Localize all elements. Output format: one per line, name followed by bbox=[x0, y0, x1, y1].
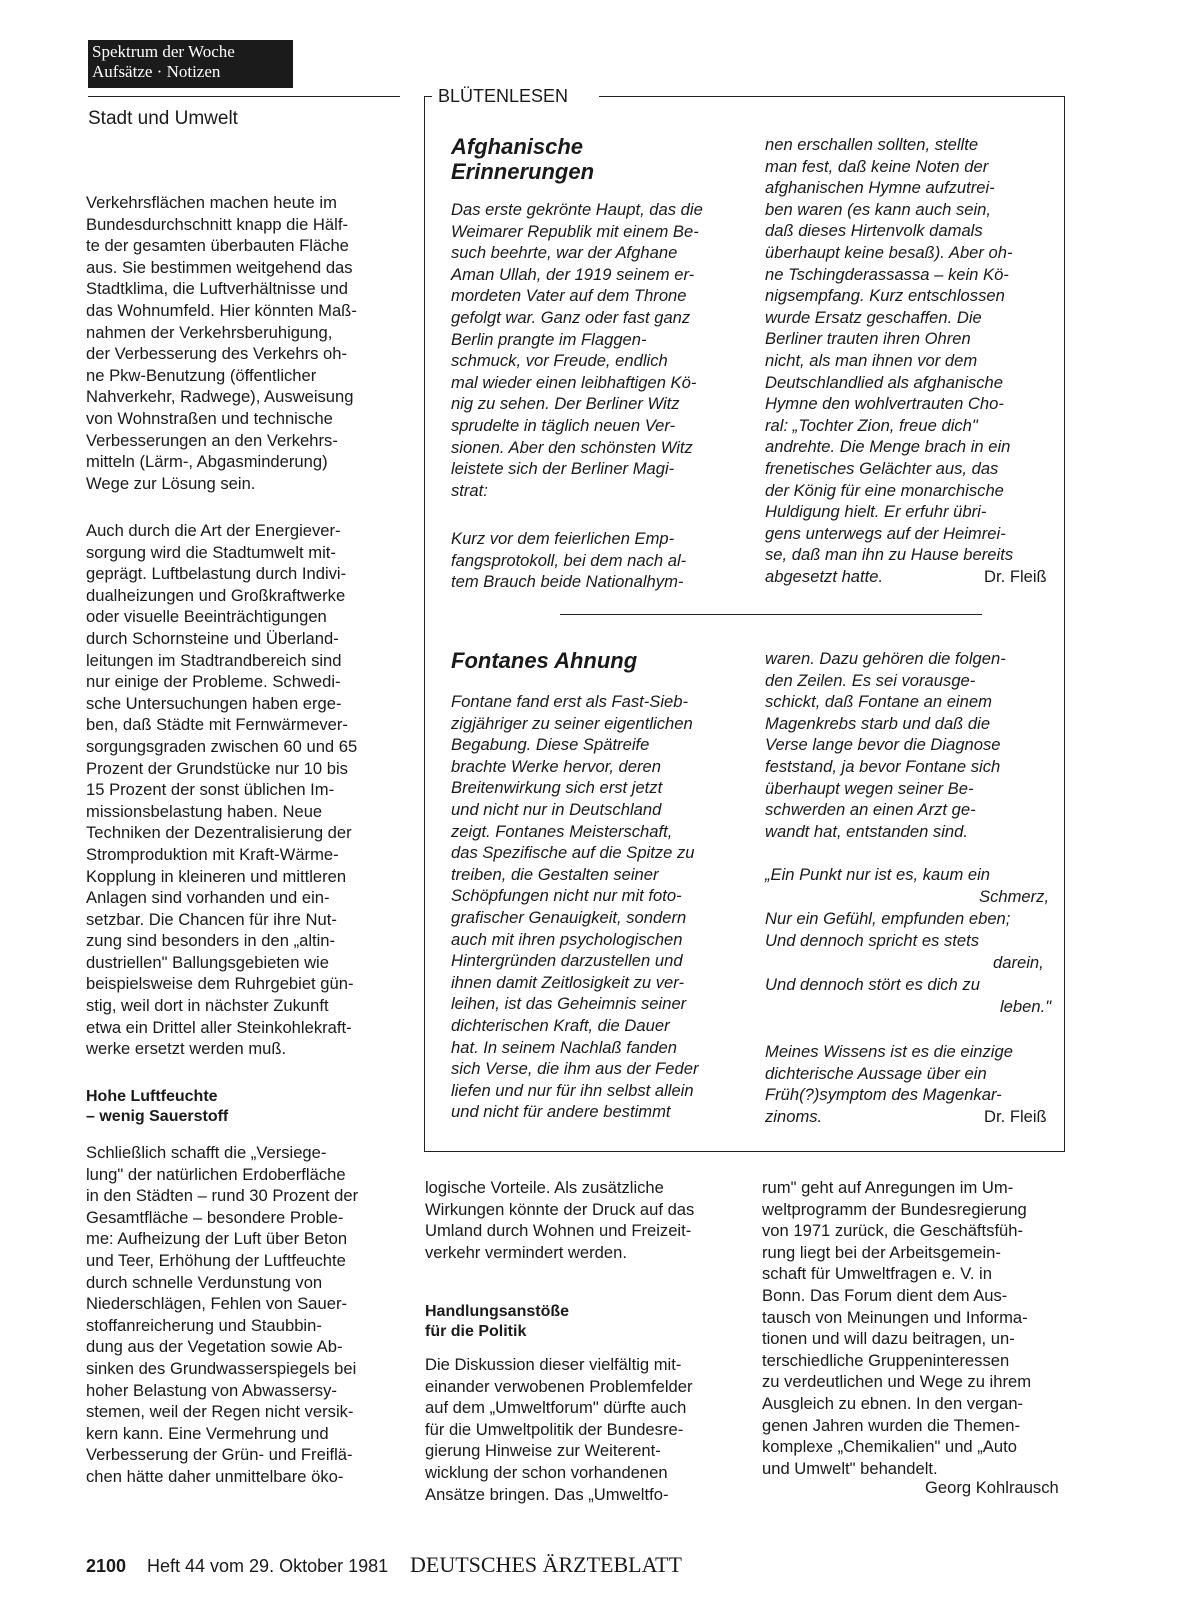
right-author: Georg Kohlrausch bbox=[925, 1478, 1059, 1497]
header-line-1: Spektrum der Woche bbox=[92, 42, 235, 61]
page-number: 2100 bbox=[86, 1556, 127, 1576]
left-paragraph-1: Verkehrsflächen machen heute im Bundesdurchschnitt knapp die Hälf- te der gesamten überbauten Fläche aus. Sie bestimmen weitgehend das Stadtklima, die Luftverhältnisse und das Wohnumfeld. Hier könnten Maß- nahmen der Verkehrsberuhigung, der Verbesserung des Verkehrs oh- ne Pkw-Benutzung (öffentlicher Nahverkehr, Radwege), Ausweisung von Wohnstraßen und technische Verbesserungen an den Verkehrs- mitteln (Lärm-, Abgasminderung) Wege zur Lösung sein. bbox=[86, 193, 357, 493]
poem-line-1b: Schmerz, bbox=[979, 887, 1050, 906]
article-1-col-1: Das erste gekrönte Haupt, das die Weimarer Republik mit einem Be- such beehrte, war der Afghane Aman Ullah, der 1919 seinem er- mordeten Vater auf dem Throne gefolgt war. Ganz oder fast ganz Berlin prangte im Flaggen- schmuck, vor Freude, endlich mal wieder einen leibhaftigen Kö- nig zu sehen. Der Berliner Witz sprudelte in täglich neuen Ver- sionen. Aber den schönsten Witz leistete sich der Berliner Magi- strat: bbox=[451, 200, 703, 500]
box-label: BLÜTENLESEN bbox=[438, 86, 569, 106]
right-paragraph: rum" geht auf Anregungen im Um- weltprogramm der Bundesregierung von 1971 zurück, die Geschäftsfüh- rung liegt bei der Arbeitsgemein- schaft für Umweltfragen e. V. in Bonn. Das Forum dient dem Aus- tausch von Meinungen und Informa- tionen und will dazu beitragen, un- terschiedliche Gruppeninteressen zu verdeutlichen und Wege zu ihrem Ausgleich zu ebnen. In den vergan- genen Jahren wurden die Themen- komplexe „Chemikalien" und „Auto und Umwelt" behandelt. bbox=[762, 1178, 1032, 1478]
article-1-col-2-last: abgesetzt hatte. bbox=[765, 567, 884, 586]
issue-info: Heft 44 vom 29. Oktober 1981 bbox=[147, 1556, 389, 1576]
header-line-2: Aufsätze · Notizen bbox=[92, 62, 221, 81]
box-top-border-right bbox=[599, 96, 1065, 97]
left-subheading: Hohe Luftfeuchte – wenig Sauerstoff bbox=[86, 1088, 229, 1125]
section-title: Stadt und Umwelt bbox=[88, 108, 238, 129]
mid-paragraph-1: logische Vorteile. Als zusätzliche Wirkungen könnte der Druck auf das Umland durch Wohnen und Freizeit- verkehr vermindert werden. bbox=[425, 1178, 695, 1262]
article-1-author: Dr. Fleiß bbox=[984, 567, 1047, 586]
left-paragraph-3: Schließlich schafft die „Versiege- lung" der natürlichen Erdoberfläche in den Städten – rund 30 Prozent der Gesamtfläche – besondere Proble- me: Aufheizung der Luft über Beton und Teer, Erhöhung der Luftfeuchte durch schnelle Verdunstung von Niederschlägen, Fehlen von Sauer- stoffanreicherung und Staubbin- dung aus der Vegetation sowie Ab- sinken des Grundwasserspiegels bei hoher Belastung von Abwassersy- stemen, weil der Regen nicht versik- kern kann. Eine Vermehrung und Verbesserung der Grün- und Freiflä- chen hätte daher unmittelbare öko- bbox=[86, 1143, 359, 1486]
article-2-col-1: Fontane fand erst als Fast-Sieb- zigjähriger zu seiner eigentlichen Begabung. Diese Spätreife brachte Werke hervor, deren Breitenwirkung sich erst jetzt und nicht nur in Deutschland zeigt. Fontanes Meisterschaft, das Spezifische auf die Spitze zu treiben, die Gestalten seiner Schöpfungen nicht nur mit foto- grafischer Genauigkeit, sondern auch mit ihren psychologischen Hintergründen darzustellen und ihnen damit Zeitlosigkeit zu ver- leihen, ist das Geheimnis seiner dichterischen Kraft, die Dauer hat. In seinem Nachlaß fanden sich Verse, die ihm aus der Feder liefen und nur für ihn selbst allein und nicht für andere bestimmt bbox=[451, 692, 699, 1122]
box-top-border-left bbox=[424, 96, 432, 97]
box-bottom-border bbox=[424, 1151, 1065, 1152]
box-left-border bbox=[424, 96, 425, 1151]
article-2-col-2: waren. Dazu gehören die folgen- den Zeilen. Es sei vorausge- schickt, daß Fontane an einem Magenkrebs starb und daß die Verse lange bevor die Diagnose feststand, ja bevor Fontane sich überhaupt wegen seiner Be- schwerden an einen Arzt ge- wandt hat, entstanden sind. bbox=[765, 649, 1006, 841]
article-2-col-2c: Meines Wissens ist es die einzige dichterische Aussage über ein Früh(?)symptom des Magenkar- bbox=[765, 1042, 1013, 1105]
poem-line-4b: leben." bbox=[1000, 997, 1052, 1016]
poem-line-2: Nur ein Gefühl, empfunden eben; bbox=[765, 909, 1011, 928]
journal-name: DEUTSCHES ÄRZTEBLATT bbox=[410, 1552, 682, 1577]
article-1-col-1b: Kurz vor dem feierlichen Emp- fangsprotokoll, bei dem nach al- tem Brauch beide Nationalhym- bbox=[451, 529, 687, 592]
header-rule bbox=[88, 96, 400, 97]
section-header-box bbox=[88, 40, 293, 88]
article-divider bbox=[560, 614, 982, 615]
mid-paragraph-2: Die Diskussion dieser vielfältig mit- einander verwobenen Problemfelder auf dem „Umweltforum" dürfte auch für die Umweltpolitik der Bundesre- gierung Hinweise zur Weiterent- wicklung der schon vorhandenen Ansätze bringen. Das „Umweltfo- bbox=[425, 1355, 693, 1504]
article-1-title: Afghanische Erinnerungen bbox=[451, 134, 595, 184]
article-2-title: Fontanes Ahnung bbox=[451, 648, 638, 673]
mid-subheading: Handlungsanstöße für die Politik bbox=[425, 1303, 570, 1340]
article-2-col-2-last: zinoms. bbox=[765, 1107, 823, 1126]
poem-line-3: Und dennoch spricht es stets bbox=[765, 931, 979, 950]
article-2-author: Dr. Fleiß bbox=[984, 1107, 1047, 1126]
left-paragraph-2: Auch durch die Art der Energiever- sorgung wird die Stadtumwelt mit- geprägt. Luftbelastung durch Indivi- dualheizungen und Großkraftwerke oder visuelle Beeinträchtigungen durch Schornsteine und Überland- leitungen im Stadtrandbereich sind nur einige der Probleme. Schwedi- sche Untersuchungen haben erge- ben, daß Städte mit Fernwärmever- sorgungsgraden zwischen 60 und 65 Prozent der Grundstücke nur 10 bis 15 Prozent der sonst üblichen Im- missionsbelastung haben. Neue Techniken der Dezentralisierung der Stromproduktion mit Kraft-Wärme- Kopplung in kleineren und mittleren Anlagen sind vorhanden und ein- setzbar. Die Chancen für ihre Nut- zung sind besonders in den „altin- dustriellen" Ballungsgebieten wie beispielsweise dem Ruhrgebiet gün- stig, weil dort in nächster Zukunft etwa ein Drittel aller Steinkohlekraft- werke ersetzt werden muß. bbox=[86, 521, 358, 1059]
box-right-border bbox=[1064, 96, 1065, 1151]
poem-line-4: Und dennoch stört es dich zu bbox=[765, 975, 980, 994]
article-1-col-2: nen erschallen sollten, stellte man fest, daß keine Noten der afghanischen Hymne aufzutrei- ben waren (es kann auch sein, daß dieses Hirtenvolk damals überhaupt keine besaß). Aber oh- ne Tschingderassassa – kein Kö- nigsempfang. Kurz entschlossen wurde Ersatz geschaffen. Die Berliner trauten ihren Ohren nicht, als man ihnen vor dem Deutschlandlied als afghanische Hymne den wohlvertrauten Cho- ral: „Tochter Zion, freue dich" andrehte. Die Menge brach in ein frenetisches Gelächter aus, das der König für eine monarchische Huldigung hielt. Er erfuhr übri- gens unterwegs auf der Heimrei- se, daß man ihn zu Hause bereits bbox=[765, 135, 1014, 565]
poem-line-1: „Ein Punkt nur ist es, kaum ein bbox=[765, 865, 991, 884]
poem-line-3b: darein, bbox=[993, 953, 1044, 972]
